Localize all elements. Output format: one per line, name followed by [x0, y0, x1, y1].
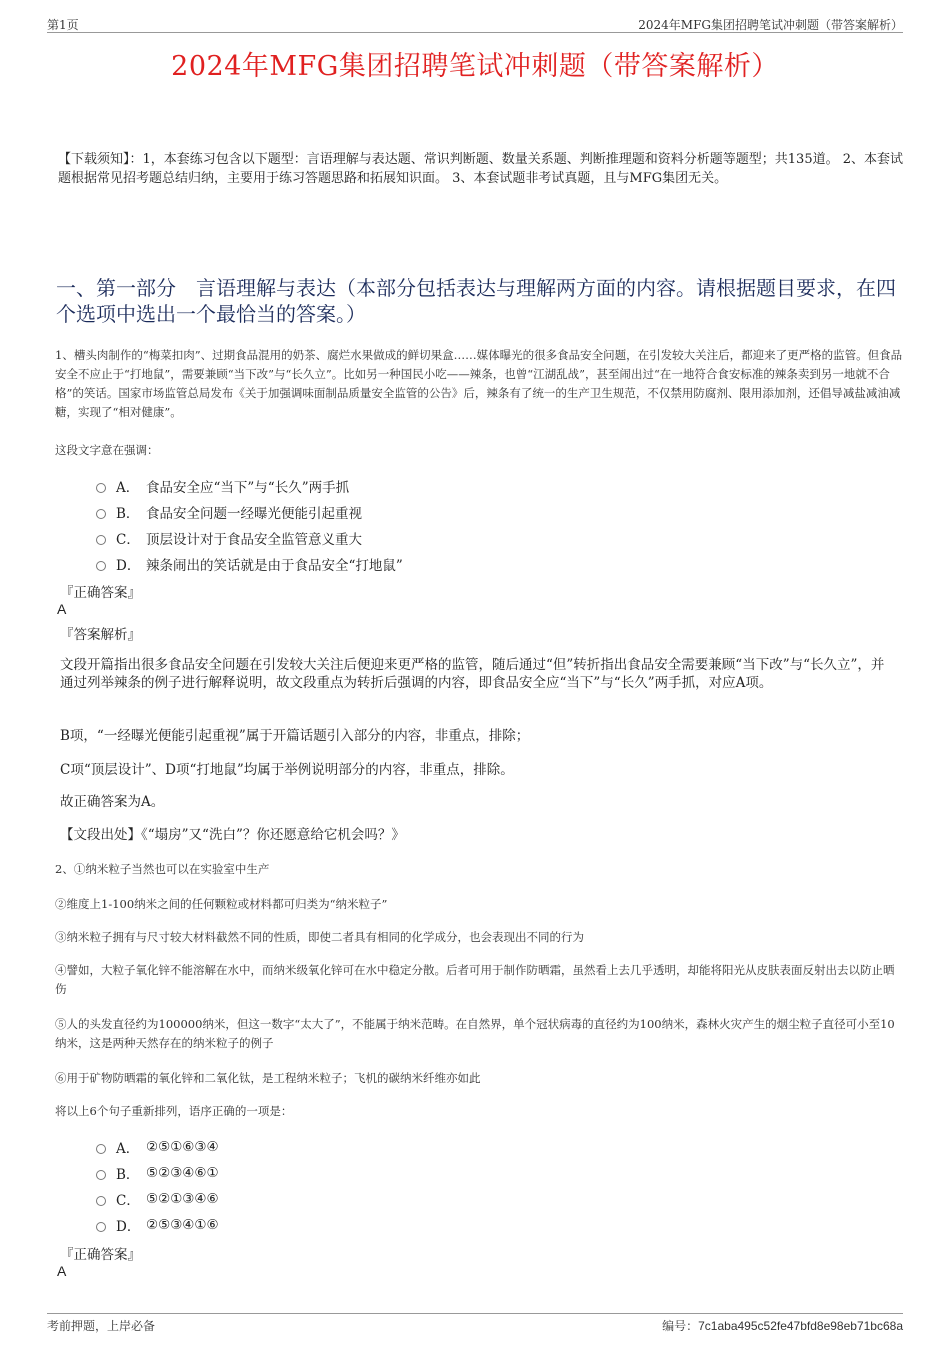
option-text: 食品安全问题一经曝光便能引起重视	[146, 506, 362, 522]
q2-answer-label: 『正确答案』	[60, 1247, 141, 1263]
q1-options	[96, 473, 403, 577]
q1-option-b[interactable]: B． 食品安全问题一经曝光便能引起重视	[96, 499, 403, 525]
radio-button[interactable]	[96, 535, 106, 545]
radio-button[interactable]	[96, 1144, 106, 1154]
footer-slogan: 考前押题，上岸必备	[47, 1319, 156, 1333]
page-footer	[47, 1313, 903, 1334]
q1-question: 这段文字意在强调：	[55, 443, 159, 457]
q1-analysis-para-1: 文段开篇指出很多食品安全问题在引发较大关注后便迎来更严格的监管，随后通过“但”转折指出食品安全需要兼顾“当下改”与“长久立”，并通过列举辣条的例子进行解释说明，故文段重点为转折后强调的内容，即食品安全应“当下”与“长久”两手抓，对应A项。	[60, 657, 885, 691]
footer-code: 编号：7c1aba495c52fe47bfd8e98eb71bc68a	[662, 1319, 903, 1333]
q2-line-5: ⑤人的头发直径约为100000纳米，但这一数字“太大了”，不能属于纳米范畴。在自然界，单个冠状病毒的直径约为100纳米，森林火灾产生的烟尘粒子直径可小至10纳米，这是两种天然存在的纳米粒子的例子	[55, 1017, 895, 1050]
q2-option-a[interactable]: A． ②⑤①⑥③④	[96, 1134, 219, 1160]
q2-option-c[interactable]: C． ⑤②①③④⑥	[96, 1186, 219, 1212]
q2-question: 将以上6个句子重新排列，语序正确的一项是：	[55, 1104, 293, 1118]
option-text: ⑤②③④⑥①	[146, 1165, 219, 1181]
section-title: 一、第一部分 言语理解与表达（本部分包括表达与理解两方面的内容。请根据题目要求，在四个选项中选出一个最恰当的答案。）	[56, 276, 896, 326]
radio-button[interactable]	[96, 561, 106, 571]
page-header	[47, 14, 903, 33]
option-text: 食品安全应“当下”与“长久”两手抓	[146, 480, 350, 496]
q2-line-1: 2、①纳米粒子当然也可以在实验室中生产	[55, 862, 270, 876]
radio-button[interactable]	[96, 1222, 106, 1232]
q2-line-6: ⑥用于矿物防晒霜的氧化锌和二氧化钛，是工程纳米粒子；飞机的碳纳米纤维亦如此	[55, 1071, 481, 1085]
q1-analysis-para-4: 故正确答案为A。	[60, 794, 165, 810]
q1-analysis-para-2: B项，“一经曝光便能引起重视”属于开篇话题引入部分的内容，非重点，排除；	[60, 728, 530, 744]
q1-answer-label: 『正确答案』	[60, 585, 141, 601]
option-text: ⑤②①③④⑥	[146, 1191, 219, 1207]
option-text: ②⑤③④①⑥	[146, 1217, 219, 1233]
radio-button[interactable]	[96, 1170, 106, 1180]
q2-option-d[interactable]: D． ②⑤③④①⑥	[96, 1212, 219, 1238]
q1-analysis-para-3: C项“顶层设计”、D项“打地鼠”均属于举例说明部分的内容，非重点，排除。	[60, 762, 514, 778]
q1-option-d[interactable]: D． 辣条闹出的笑话就是由于食品安全“打地鼠”	[96, 551, 403, 577]
q1-option-a[interactable]: A． 食品安全应“当下”与“长久”两手抓	[96, 473, 403, 499]
q2-line-3: ③纳米粒子拥有与尺寸较大材料截然不同的性质，即使二者具有相同的化学成分，也会表现出不同的行为	[55, 930, 584, 944]
q2-option-b[interactable]: B． ⑤②③④⑥①	[96, 1160, 219, 1186]
q2-line-4: ④譬如，大粒子氧化锌不能溶解在水中，而纳米级氧化锌可在水中稳定分散。后者可用于制作防晒霜，虽然看上去几乎透明，却能将阳光从皮肤表面反射出去以防止晒伤	[55, 963, 895, 996]
radio-button[interactable]	[96, 1196, 106, 1206]
option-text: ②⑤①⑥③④	[146, 1139, 219, 1155]
q2-options	[96, 1134, 219, 1238]
q1-stem: 1、槽头肉制作的“梅菜扣肉”、过期食品混用的奶茶、腐烂水果做成的鲜切果盒……媒体曝光的很多食品安全问题，在引发较大关注后，都迎来了更严格的监管。但食品安全不应止于“打地鼠”，需要兼顾“当下改”与“长久立”。比如另一种国民小吃——辣条，也曾“江湖乱战”，甚至闹出过“在一地符合食安标准的辣条卖到另一地就不合格”的笑话。国家市场监管总局发布《关于加强调味面制品质量安全监管的公告》后，辣条有了统一的生产卫生规范，不仅禁用防腐剂、限用添加剂，还倡导减盐减油减糖，实现了“相对健康”。	[55, 348, 903, 419]
q1-answer: A	[57, 601, 67, 617]
header-doc-title: 2024年MFG集团招聘笔试冲刺题（带答案解析）	[638, 18, 903, 32]
option-text: 顶层设计对于食品安全监管意义重大	[146, 532, 362, 548]
radio-button[interactable]	[96, 483, 106, 493]
q2-answer: A	[57, 1263, 67, 1279]
q2-line-2: ②维度上1-100纳米之间的任何颗粒或材料都可归类为“纳米粒子”	[55, 897, 388, 911]
option-text: 辣条闹出的笑话就是由于食品安全“打地鼠”	[146, 558, 403, 574]
page-title: 2024年MFG集团招聘笔试冲刺题（带答案解析）	[171, 51, 779, 82]
q1-source: 【文段出处】《“塌房”又“洗白”？你还愿意给它机会吗？》	[60, 827, 405, 843]
radio-button[interactable]	[96, 509, 106, 519]
q1-analysis-label: 『答案解析』	[60, 627, 141, 643]
page-number: 第1页	[47, 18, 79, 32]
download-notice: 【下载须知】：1，本套练习包含以下题型：言语理解与表达题、常识判断题、数量关系题、判断推理题和资料分析题等题型；共135道。 2、本套试题根据常见招考题总结归纳，主要用于练习答题思路和拓展知识面。 3、本套试题非考试真题，且与MFG集团无关。	[58, 152, 903, 186]
q1-option-c[interactable]: C． 顶层设计对于食品安全监管意义重大	[96, 525, 403, 551]
